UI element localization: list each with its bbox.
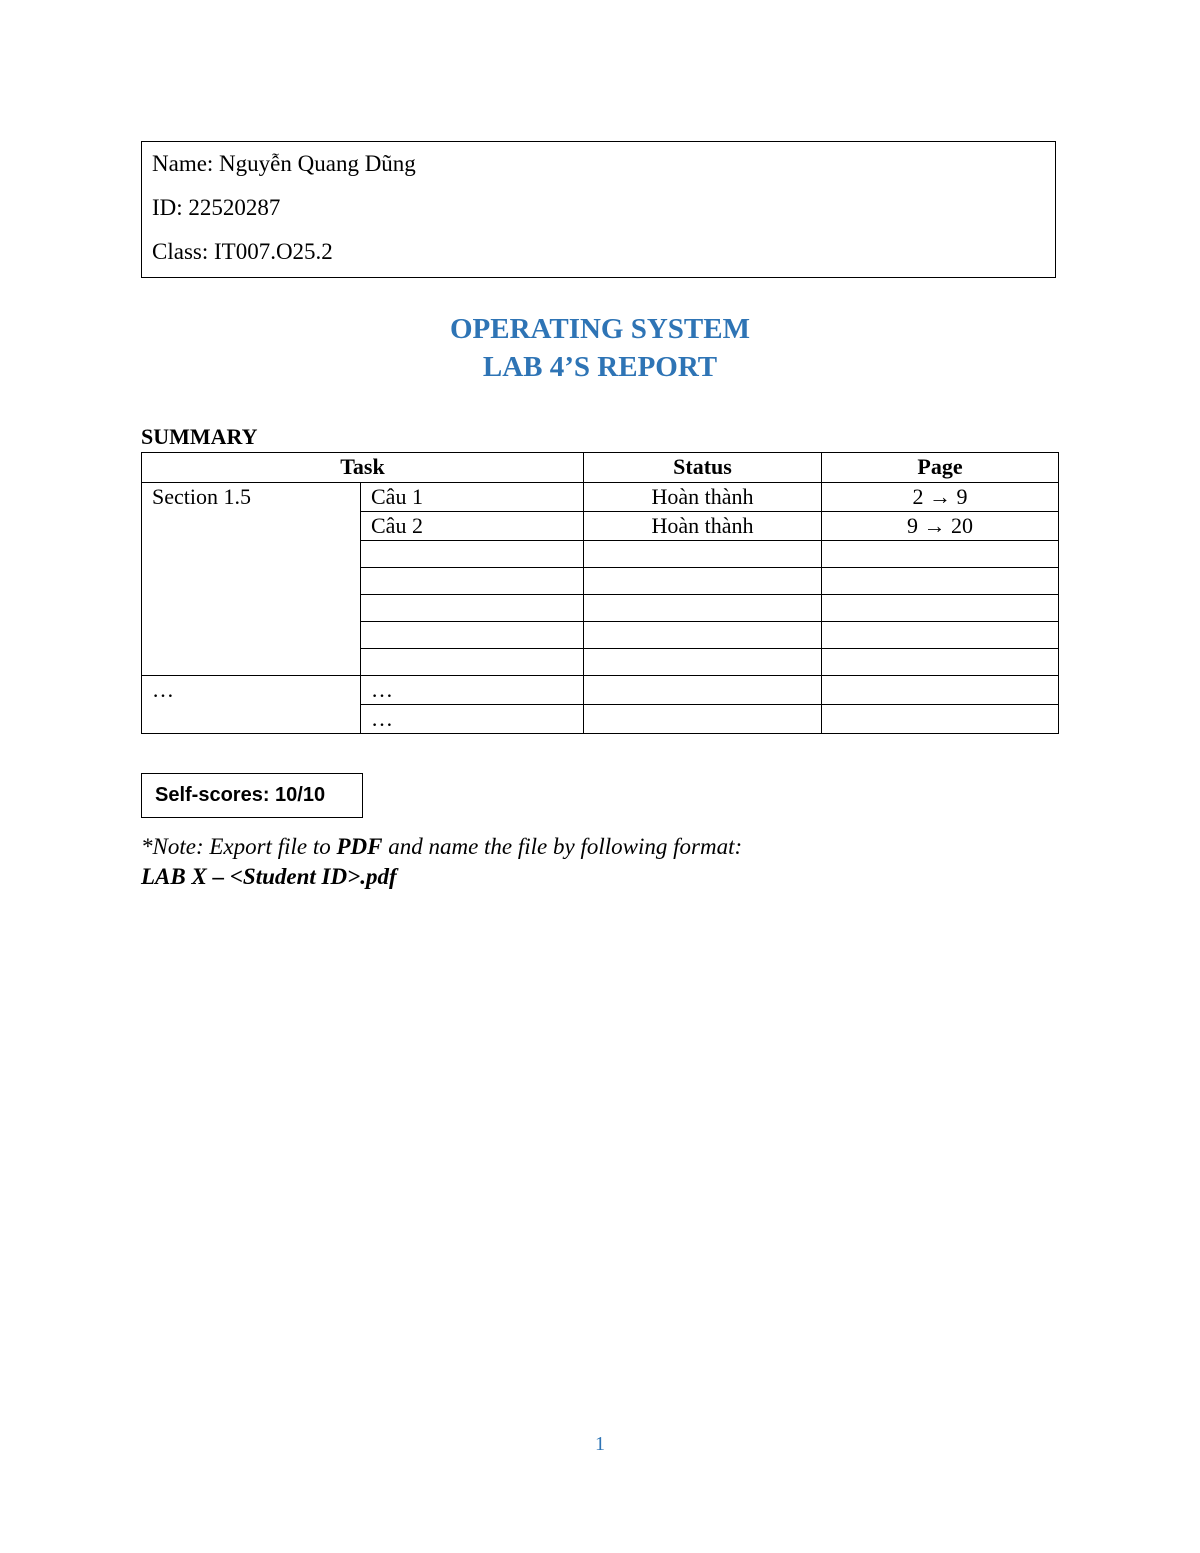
empty-cell xyxy=(361,541,584,568)
report-title-line2: LAB 4’S REPORT xyxy=(482,351,718,383)
page-number: 1 xyxy=(595,1433,605,1455)
empty-cell xyxy=(822,705,1059,734)
note-pdf-word: PDF xyxy=(336,834,383,859)
status-cell: Hoàn thành xyxy=(584,483,822,512)
empty-cell xyxy=(361,568,584,595)
page-cell: 9 → 20 xyxy=(822,512,1059,541)
task-cell: Câu 1 xyxy=(361,483,584,512)
empty-cell xyxy=(584,541,822,568)
empty-cell xyxy=(584,649,822,676)
table-header-row xyxy=(142,453,1059,483)
section-ellipsis-cell: … xyxy=(142,676,361,734)
self-score-box: Self-scores: 10/10 xyxy=(141,773,363,818)
empty-cell xyxy=(584,676,822,705)
student-class: Class: IT007.O25.2 xyxy=(152,239,333,264)
export-note xyxy=(141,832,742,892)
empty-cell xyxy=(584,705,822,734)
empty-cell xyxy=(822,649,1059,676)
task-ellipsis-cell: … xyxy=(361,676,584,705)
empty-cell xyxy=(584,595,822,622)
status-cell: Hoàn thành xyxy=(584,512,822,541)
student-name: Name: Nguyễn Quang Dũng xyxy=(152,151,416,176)
header-page: Page xyxy=(822,453,1059,483)
empty-cell xyxy=(361,622,584,649)
empty-cell xyxy=(822,568,1059,595)
task-ellipsis-cell: … xyxy=(361,705,584,734)
empty-cell xyxy=(822,595,1059,622)
task-cell: Câu 2 xyxy=(361,512,584,541)
note-prefix: *Note: Export file to xyxy=(141,834,337,859)
student-info-box xyxy=(141,141,1056,278)
empty-cell xyxy=(361,649,584,676)
note-suffix: and name the file by following format: xyxy=(382,834,743,859)
header-status: Status xyxy=(584,453,822,483)
note-file-format: LAB X – <Student ID>.pdf xyxy=(141,864,397,889)
empty-cell xyxy=(822,541,1059,568)
section-cell: Section 1.5 xyxy=(142,483,361,676)
header-task: Task xyxy=(142,453,584,483)
empty-cell xyxy=(361,595,584,622)
page-cell: 2 → 9 xyxy=(822,483,1059,512)
empty-cell xyxy=(584,568,822,595)
report-title-line1: OPERATING SYSTEM xyxy=(450,313,750,345)
empty-cell xyxy=(822,622,1059,649)
empty-cell xyxy=(584,622,822,649)
table-row-ellipsis xyxy=(142,676,1059,705)
note-line1 xyxy=(141,832,742,862)
student-id: ID: 22520287 xyxy=(152,195,281,220)
summary-table xyxy=(141,452,1059,734)
summary-heading: SUMMARY xyxy=(141,424,258,449)
table-row xyxy=(142,483,1059,512)
empty-cell xyxy=(822,676,1059,705)
